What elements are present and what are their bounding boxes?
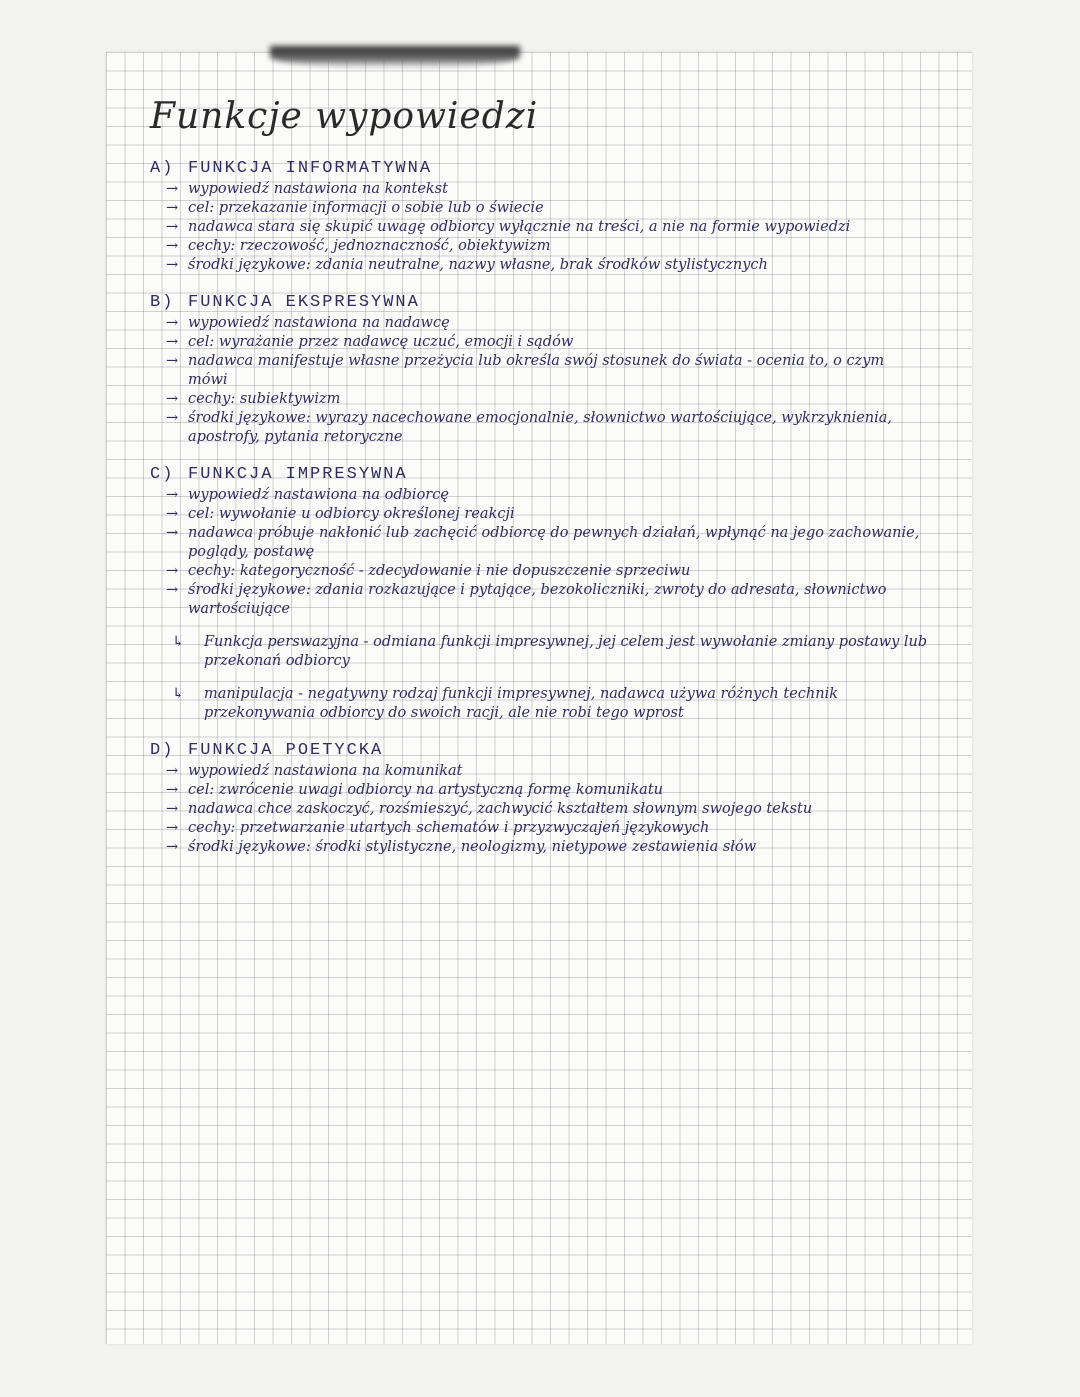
list-item-text: cel: wyrażanie przez nadawcę uczuć, emocji i sądów (188, 334, 574, 350)
list-item (150, 581, 930, 619)
list-item (150, 199, 930, 218)
list-item-text: wypowiedź nastawiona na komunikat (188, 763, 463, 779)
section-letter: B) (150, 293, 175, 312)
arrow-right-icon: → (166, 506, 179, 522)
list-item-text: cechy: kategoryczność - zdecydowanie i nie dopuszczenie sprzeciwu (188, 563, 691, 579)
list-item (150, 762, 930, 781)
list-item-text: cel: zwrócenie uwagi odbiorcy na artystyczną formę komunikatu (188, 782, 663, 798)
list-item-text: środki językowe: wyrazy nacechowane emocjonalnie, słownictwo wartościujące, wykrzyknienia, apostrofy, pytania retoryczne (188, 410, 893, 445)
arrow-right-icon: → (166, 582, 179, 598)
list-item-text: cechy: rzeczowość, jednoznaczność, obiektywizm (188, 238, 551, 254)
section-heading-text: FUNKCJA IMPRESYWNA (188, 465, 408, 484)
section-letter: A) (150, 159, 175, 178)
list-item (150, 409, 930, 447)
arrow-right-icon: → (166, 525, 179, 541)
arrow-right-icon: → (166, 820, 179, 836)
list-item (150, 218, 930, 237)
sections-container (150, 159, 930, 857)
list-item-text: cel: wywołanie u odbiorcy określonej reakcji (188, 506, 515, 522)
sub-note-text: manipulacja - negatywny rodzaj funkcji impresywnej, nadawca używa różnych technik przekonywania odbiorcy do swoich racji, ale nie robi tego wprost (204, 686, 839, 721)
arrow-right-icon: → (166, 219, 179, 235)
binder-clip-shadow (270, 46, 520, 68)
arrow-right-icon: → (166, 391, 179, 407)
list-item (150, 352, 930, 390)
curved-arrow-icon: ↳ (172, 686, 185, 702)
section-letter: D) (150, 741, 175, 760)
arrow-right-icon: → (166, 763, 179, 779)
list-item-text: nadawca próbuje nakłonić lub zachęcić odbiorcę do pewnych działań, wpłynąć na jego zachowanie, poglądy, postawę (188, 525, 920, 560)
section-heading (150, 465, 930, 484)
list-item-text: wypowiedź nastawiona na odbiorcę (188, 487, 449, 503)
list-item (150, 486, 930, 505)
arrow-right-icon: → (166, 238, 179, 254)
list-item-text: nadawca stara się skupić uwagę odbiorcy wyłącznie na treści, a nie na formie wypowiedzi (188, 219, 851, 235)
list-item (150, 256, 930, 275)
arrow-right-icon: → (166, 334, 179, 350)
section-heading (150, 741, 930, 760)
list-item (150, 505, 930, 524)
section-heading-text: FUNKCJA POETYCKA (188, 741, 384, 760)
arrow-right-icon: → (166, 315, 179, 331)
arrow-right-icon: → (166, 839, 179, 855)
arrow-right-icon: → (166, 257, 179, 273)
list-item-text: środki językowe: środki stylistyczne, neologizmy, nietypowe zestawienia słów (188, 839, 757, 855)
arrow-right-icon: → (166, 782, 179, 798)
list-item-text: nadawca manifestuje własne przeżycia lub określa swój stosunek do świata - ocenia to, o czym mówi (188, 353, 885, 388)
list-item-text: środki językowe: zdania rozkazujące i pytające, bezokoliczniki, zwroty do adresata, słownictwo wartościujące (188, 582, 887, 617)
arrow-right-icon: → (166, 200, 179, 216)
arrow-right-icon: → (166, 410, 179, 426)
arrow-right-icon: → (166, 181, 179, 197)
page-title: Funkcje wypowiedzi (150, 96, 539, 137)
section-heading-text: FUNKCJA INFORMATYWNA (188, 159, 433, 178)
section-b (150, 293, 930, 447)
arrow-right-icon: → (166, 801, 179, 817)
list-item-text: wypowiedź nastawiona na kontekst (188, 181, 448, 197)
arrow-right-icon: → (166, 353, 179, 369)
list-item (150, 838, 930, 857)
list-item (150, 237, 930, 256)
section-letter: C) (150, 465, 175, 484)
sub-note (150, 685, 930, 723)
list-item (150, 800, 930, 819)
section-a (150, 159, 930, 275)
arrow-right-icon: → (166, 563, 179, 579)
list-item (150, 390, 930, 409)
sub-note-text: Funkcja perswazyjna - odmiana funkcji impresywnej, jej celem jest wywołanie zmiany postawy lub przekonań odbiorcy (204, 634, 928, 669)
arrow-right-icon: → (166, 487, 179, 503)
list-item (150, 524, 930, 562)
section-heading (150, 293, 930, 312)
list-item (150, 819, 930, 838)
list-item (150, 333, 930, 352)
notes-content (150, 96, 930, 875)
list-item (150, 314, 930, 333)
list-item (150, 180, 930, 199)
list-item-text: środki językowe: zdania neutralne, nazwy własne, brak środków stylistycznych (188, 257, 768, 273)
list-item-text: cechy: subiektywizm (188, 391, 341, 407)
list-item-text: cechy: przetwarzanie utartych schematów i przyzwyczajeń językowych (188, 820, 710, 836)
list-item-text: wypowiedź nastawiona na nadawcę (188, 315, 450, 331)
section-d (150, 741, 930, 857)
section-c (150, 465, 930, 723)
curved-arrow-icon: ↳ (172, 634, 185, 650)
list-item-text: nadawca chce zaskoczyć, rozśmieszyć, zachwycić kształtem słownym swojego tekstu (188, 801, 813, 817)
list-item-text: cel: przekazanie informacji o sobie lub o świecie (188, 200, 544, 216)
list-item (150, 781, 930, 800)
list-item (150, 562, 930, 581)
section-heading-text: FUNKCJA EKSPRESYWNA (188, 293, 420, 312)
sub-note (150, 633, 930, 671)
section-heading (150, 159, 930, 178)
